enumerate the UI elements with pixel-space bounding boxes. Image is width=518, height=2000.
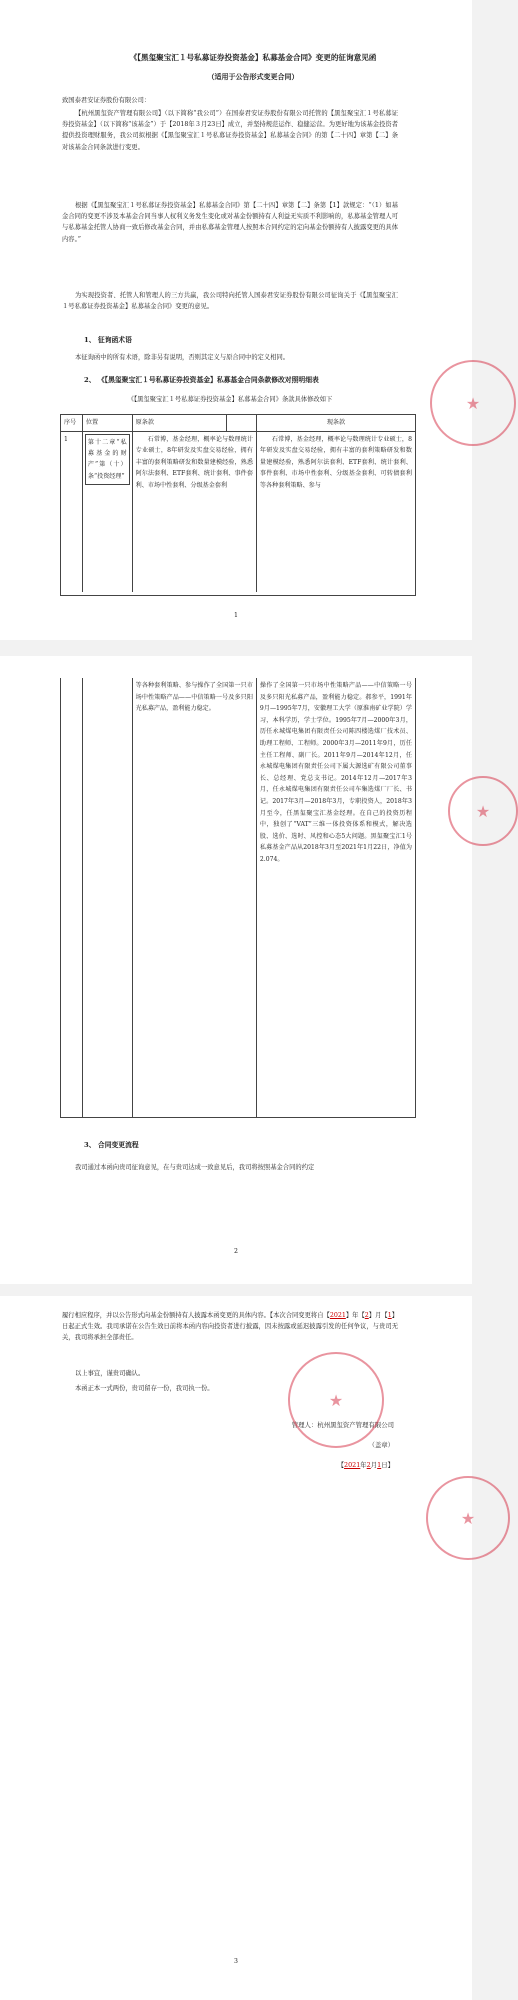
effective-day: 1 <box>387 1312 392 1319</box>
table-row <box>61 432 415 592</box>
page-1 <box>0 0 481 640</box>
page-number: 2 <box>234 1248 238 1255</box>
seal-star-icon: ★ <box>465 393 481 413</box>
manager-signature: 管理人：杭州黑玺资产管理有限公司 <box>291 1421 394 1429</box>
basis-paragraph: 根据《【黑玺聚宝汇１号私募证券投资基金】私募基金合同》第【二十四】章第【二】条第【1】款规定：“（1）如基金合同的变更不涉及本基金合同当事人权利义务发生变化或对基金份额持有人利益无实质不利影响的，私募基金管理人可与私募基金托管人协商一致后修改基金合同，并由私募基金管理人按照本合同约定的定向基金份额持有人披露变更的具体内容。” <box>62 202 398 243</box>
table-row <box>61 678 415 1118</box>
seal-label: （盖章） <box>368 1441 394 1449</box>
header-new: 现条款 <box>257 415 415 432</box>
document-title: 《【黑玺聚宝汇１号私募证券投资基金】私募基金合同》变更的征询意见函 <box>129 53 377 62</box>
row-original-clause-cont: 等各种套利策略、参与操作了全国第一只市场中性策略产品——中信策略一号及多只阳光私募产品，盈利能力稳定。 <box>133 678 257 1118</box>
effective-month: 2 <box>364 1312 369 1319</box>
company-seal-stamp <box>430 360 516 446</box>
amendment-table <box>60 414 416 596</box>
manager-seal-stamp <box>288 1352 384 1448</box>
signature-date: 【2021年2月1日】 <box>337 1461 394 1469</box>
addressee: 致国泰君安证券股份有限公司： <box>62 97 151 104</box>
effective-paragraph: 履行相应程序，并以公告形式向基金份额持有人披露本函变更的具体内容。【本次合同变更将自【2021】年【2】月【1】日起正式生效。我司承诺在公告生效日前将本函内容向投资者进行披露，因未按露或延迟披露引发的任何争议，与贵司无关，我司将承担全部责任。 <box>62 1312 399 1342</box>
table-header-row <box>61 415 415 432</box>
amendment-table-continued <box>60 678 416 1118</box>
effective-year: 2021 <box>329 1312 346 1319</box>
page-number: 1 <box>234 612 238 619</box>
row-new-clause-cont: 操作了全国第一只市场中性策略产品——中信策略一号及多只阳光私募产品，盈利能力稳定。郝参平，1991年9月—1995年7月，安徽理工大学（原淮南矿业学院）学习，本科学历，学士学位。1995年7月—2000年3月，历任永城煤电集团有限责任公司陈四楼选煤厂技术员、助理工程师、工程师。2000年3月—2011年9月，历任主任工程师、副厂长。2011年9月—2014年12月，任永城煤电集团有限责任公司下属大源选矿有限公司董事长、总经理、党总支书记。2014年12月—2017年3月，任永城煤电集团有限责任公司车集选煤厂厂长、书记。2017年3月—2018年3月，专职投资人，2018年3月至今，任黑玺聚宝汇基金经理。在自己的投资历程中，独创了“VAT”三维一体投资体系和模式，解决选股、选价、选时、风控和心态5大问题。黑玺聚宝汇1号私募基金产品从2018年3月至2021年1月22日，净值为2.074。 <box>259 682 412 863</box>
closing-line: 以上事宜，谨贵司确认。 <box>75 1370 145 1377</box>
intro-paragraph: 【杭州黑玺资产管理有限公司】（以下简称“我公司”）在国泰君安证券股份有限公司托管的【黑玺聚宝汇１号私募证券投资基金】（以下简称“该基金”）于【2018年３月23日】成立，并坚持规范运作、稳健运营。为更好地为该基金投资者提供投资理财服务，我公司拟根据《【黑玺聚宝汇１号私募证券投资基金】私募基金合同》的第【二十四】章第【二】条对该基金合同条款进行变更。 <box>62 110 398 151</box>
seal-star-icon: ★ <box>475 801 491 821</box>
row-original-clause: 石常博，基金经理，概率论与数理统计专业硕士，8年研发及实盘交易经验，拥有丰富的套利策略研发和数量建模经验，熟悉阿尔法套利、ETF套利、统计套利、事件套利、市场中性套利、分级基金套利 <box>133 432 257 592</box>
page-3 <box>0 1296 476 2000</box>
table-caption: 《【黑玺聚宝汇１号私募证券投资基金】私募基金合同》条款具体修改如下 <box>127 396 333 403</box>
section-1-body: 本征询函中的所有术语，除非另有说明，否则其定义与原合同中的定义相同。 <box>75 354 290 361</box>
header-location: 位置 <box>83 415 133 432</box>
company-seal-stamp <box>448 776 518 846</box>
header-no: 序号 <box>61 415 83 432</box>
page-number: 3 <box>234 1958 238 1965</box>
page-2 <box>0 656 491 1284</box>
section-3-body: 我司通过本函向贵司征询意见，在与贵司达成一致意见后，我司将按照基金合同的约定 <box>75 1164 315 1171</box>
seal-star-icon: ★ <box>460 1508 476 1528</box>
section-2-heading: 2、 《【黑玺聚宝汇１号私募证券投资基金】私募基金合同条款修改对照明细表 <box>84 376 319 384</box>
seal-star-icon: ★ <box>328 1390 344 1410</box>
header-empty <box>227 415 257 432</box>
section-1-heading: 1、 征询函术语 <box>84 336 132 344</box>
purpose-paragraph: 为实现投资者、托管人和管理人的三方共赢，我公司特向托管人国泰君安证券股份有限公司征询关于《【黑玺聚宝汇１号私募证券投资基金】私募基金合同》变更的意见。 <box>62 292 398 311</box>
company-seal-stamp <box>426 1476 510 1560</box>
section-3-heading: 3、 合同变更流程 <box>84 1141 139 1149</box>
header-original: 原条款 <box>133 415 227 432</box>
row-number: 1 <box>61 432 83 592</box>
row-location: 第十二章“私募基金的财产”第（十）条“投资经理” <box>85 434 130 486</box>
copies-line: 本函正本一式两份，贵司留存一份，我司执一份。 <box>75 1385 214 1392</box>
document-subtitle: （适用于公告形式变更合同） <box>207 72 299 81</box>
row-new-clause: 石常博，基金经理，概率论与数理统计专业硕士，8年研发及实盘交易经验，拥有丰富的套利策略研发和数量建模经验，熟悉阿尔法套利、ETF套利、统计套利、事件套利、市场中性套利、分级基金套利、可转债套利等各种套利策略、参与 <box>259 435 412 489</box>
